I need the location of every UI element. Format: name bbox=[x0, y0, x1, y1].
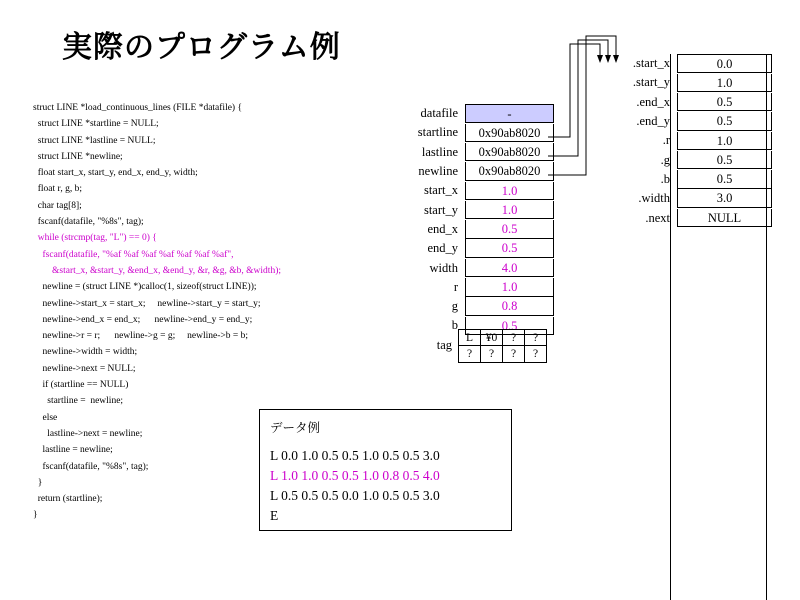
struct-field-value: 1.0 bbox=[677, 74, 772, 93]
variable-name: end_x bbox=[427, 221, 458, 236]
struct-field-value: 0.5 bbox=[677, 151, 772, 170]
variable-value: 0x90ab8020 bbox=[465, 162, 554, 181]
tag-row bbox=[458, 346, 547, 363]
code-line: struct LINE *load_continuous_lines (FILE *datafile) { bbox=[33, 103, 243, 113]
variable-name: datafile bbox=[420, 106, 458, 121]
code-line: float start_x, start_y, end_x, end_y, width; bbox=[33, 168, 198, 179]
data-example-line: L 0.0 1.0 0.5 0.5 1.0 0.5 0.5 3.0 bbox=[270, 448, 440, 463]
code-line: fscanf(datafile, "%8s", tag); bbox=[33, 461, 149, 472]
tag-cell: ? bbox=[480, 346, 502, 363]
code-line: newline = (struct LINE *)calloc(1, sizeof(struct LINE)); bbox=[33, 282, 257, 293]
tag-grid bbox=[458, 329, 547, 363]
struct-row bbox=[598, 208, 772, 227]
tag-cell: ¥0 bbox=[480, 329, 502, 346]
code-line: } bbox=[33, 477, 43, 488]
struct-field-value: 0.5 bbox=[677, 170, 772, 189]
variable-row bbox=[390, 220, 554, 239]
code-line: newline->next = NULL; bbox=[33, 363, 136, 374]
variable-row bbox=[390, 143, 554, 162]
struct-field-name: .end_x bbox=[636, 94, 670, 109]
variable-value: 0x90ab8020 bbox=[465, 124, 554, 143]
tag-cell: ? bbox=[458, 346, 480, 363]
code-line: fscanf(datafile, "%af %af %af %af %af %af %af", bbox=[33, 249, 234, 260]
code-line: float r, g, b; bbox=[33, 184, 82, 195]
tag-cell: ? bbox=[502, 329, 524, 346]
code-line: return (startline); bbox=[33, 494, 103, 505]
data-example-line: L 1.0 1.0 0.5 0.5 1.0 0.8 0.5 4.0 bbox=[270, 468, 440, 483]
variable-row bbox=[390, 123, 554, 142]
variable-name: r bbox=[453, 279, 458, 294]
struct-row bbox=[598, 112, 772, 131]
code-line: lastline = newline; bbox=[33, 445, 113, 456]
variable-name: g bbox=[451, 299, 458, 314]
code-line: if (startline == NULL) bbox=[33, 380, 129, 391]
variable-value: 1.0 bbox=[465, 182, 554, 201]
code-line: struct LINE *lastline = NULL; bbox=[33, 135, 156, 146]
code-line: else bbox=[33, 412, 58, 423]
struct-table-right-rule bbox=[766, 54, 767, 600]
variable-value: 0.5 bbox=[465, 220, 554, 239]
variable-name: start_x bbox=[423, 183, 458, 198]
struct-row bbox=[598, 170, 772, 189]
code-line: newline->width = width; bbox=[33, 347, 138, 358]
struct-table-left-rule bbox=[670, 54, 671, 600]
struct-field-value: 0.5 bbox=[677, 93, 772, 112]
variable-name: newline bbox=[418, 164, 458, 179]
variable-value: 0.5 bbox=[465, 239, 554, 258]
tag-row bbox=[458, 329, 547, 346]
struct-row bbox=[598, 54, 772, 73]
code-line: while (strcmp(tag, "L") == 0) { bbox=[33, 233, 157, 244]
data-example-line: E bbox=[270, 508, 279, 523]
data-example-line: L 0.5 0.5 0.5 0.0 1.0 0.5 0.5 3.0 bbox=[270, 488, 440, 503]
tag-cell: ? bbox=[524, 346, 547, 363]
code-line: struct LINE *startline = NULL; bbox=[33, 119, 159, 130]
struct-field-value: 0.0 bbox=[677, 54, 772, 73]
variable-value: 0.8 bbox=[465, 297, 554, 316]
code-line: struct LINE *newline; bbox=[33, 151, 123, 162]
data-example-title: データ例 bbox=[270, 420, 321, 435]
code-line: startline = newline; bbox=[33, 396, 124, 407]
variable-row bbox=[390, 200, 554, 219]
code-line: &start_x, &start_y, &end_x, &end_y, &r, &g, &b, &width); bbox=[33, 265, 282, 276]
struct-field-name: .width bbox=[638, 191, 670, 206]
variable-row bbox=[390, 162, 554, 181]
variable-table bbox=[390, 104, 554, 336]
variable-row bbox=[390, 258, 554, 277]
struct-row bbox=[598, 73, 772, 92]
code-line: } bbox=[33, 510, 38, 521]
code-line: newline->end_x = end_x; newline->end_y = end_y; bbox=[33, 314, 253, 325]
variable-name: end_y bbox=[427, 241, 458, 256]
code-line: lastline->next = newline; bbox=[33, 428, 143, 439]
data-example-box bbox=[259, 409, 512, 531]
variable-row bbox=[390, 297, 554, 316]
struct-field-name: .next bbox=[645, 210, 670, 225]
variable-name: startline bbox=[417, 125, 458, 140]
variable-row bbox=[390, 278, 554, 297]
struct-field-name: .start_y bbox=[632, 75, 670, 90]
struct-field-table bbox=[598, 54, 772, 228]
tag-label: tag bbox=[436, 338, 452, 352]
variable-value: 1.0 bbox=[465, 278, 554, 297]
tag-cell: ? bbox=[524, 329, 547, 346]
variable-name: b bbox=[451, 318, 458, 333]
struct-row bbox=[598, 150, 772, 169]
code-line: newline->start_x = start_x; newline->start_y = start_y; bbox=[33, 298, 261, 309]
struct-field-value: 1.0 bbox=[677, 132, 772, 151]
struct-field-value: NULL bbox=[677, 209, 772, 228]
struct-field-name: .end_y bbox=[636, 114, 670, 129]
variable-value: 0.5 bbox=[465, 317, 554, 336]
struct-field-name: .r bbox=[662, 133, 670, 148]
code-line: char tag[8]; bbox=[33, 200, 82, 211]
struct-row bbox=[598, 131, 772, 150]
variable-name: lastline bbox=[421, 144, 458, 159]
struct-field-name: .g bbox=[660, 152, 670, 167]
struct-row bbox=[598, 93, 772, 112]
variable-row bbox=[390, 104, 554, 123]
variable-name: start_y bbox=[423, 202, 458, 217]
variable-row bbox=[390, 239, 554, 258]
data-example-lines bbox=[270, 446, 501, 526]
struct-field-name: .b bbox=[660, 171, 670, 186]
tag-cell: L bbox=[458, 329, 480, 346]
tag-cell: ? bbox=[502, 346, 524, 363]
variable-value: 4.0 bbox=[465, 259, 554, 278]
code-line: newline->r = r; newline->g = g; newline->b = b; bbox=[33, 331, 248, 342]
variable-value: 0x90ab8020 bbox=[465, 143, 554, 162]
struct-field-value: 0.5 bbox=[677, 112, 772, 131]
code-line: fscanf(datafile, "%8s", tag); bbox=[33, 217, 144, 228]
struct-field-name: .start_x bbox=[632, 56, 670, 71]
variable-row bbox=[390, 181, 554, 200]
page-title: 実際のプログラム例 bbox=[62, 30, 341, 65]
variable-value: 1.0 bbox=[465, 201, 554, 220]
struct-field-value: 3.0 bbox=[677, 189, 772, 208]
variable-name: width bbox=[429, 260, 458, 275]
struct-row bbox=[598, 189, 772, 208]
variable-value: - bbox=[465, 104, 554, 123]
